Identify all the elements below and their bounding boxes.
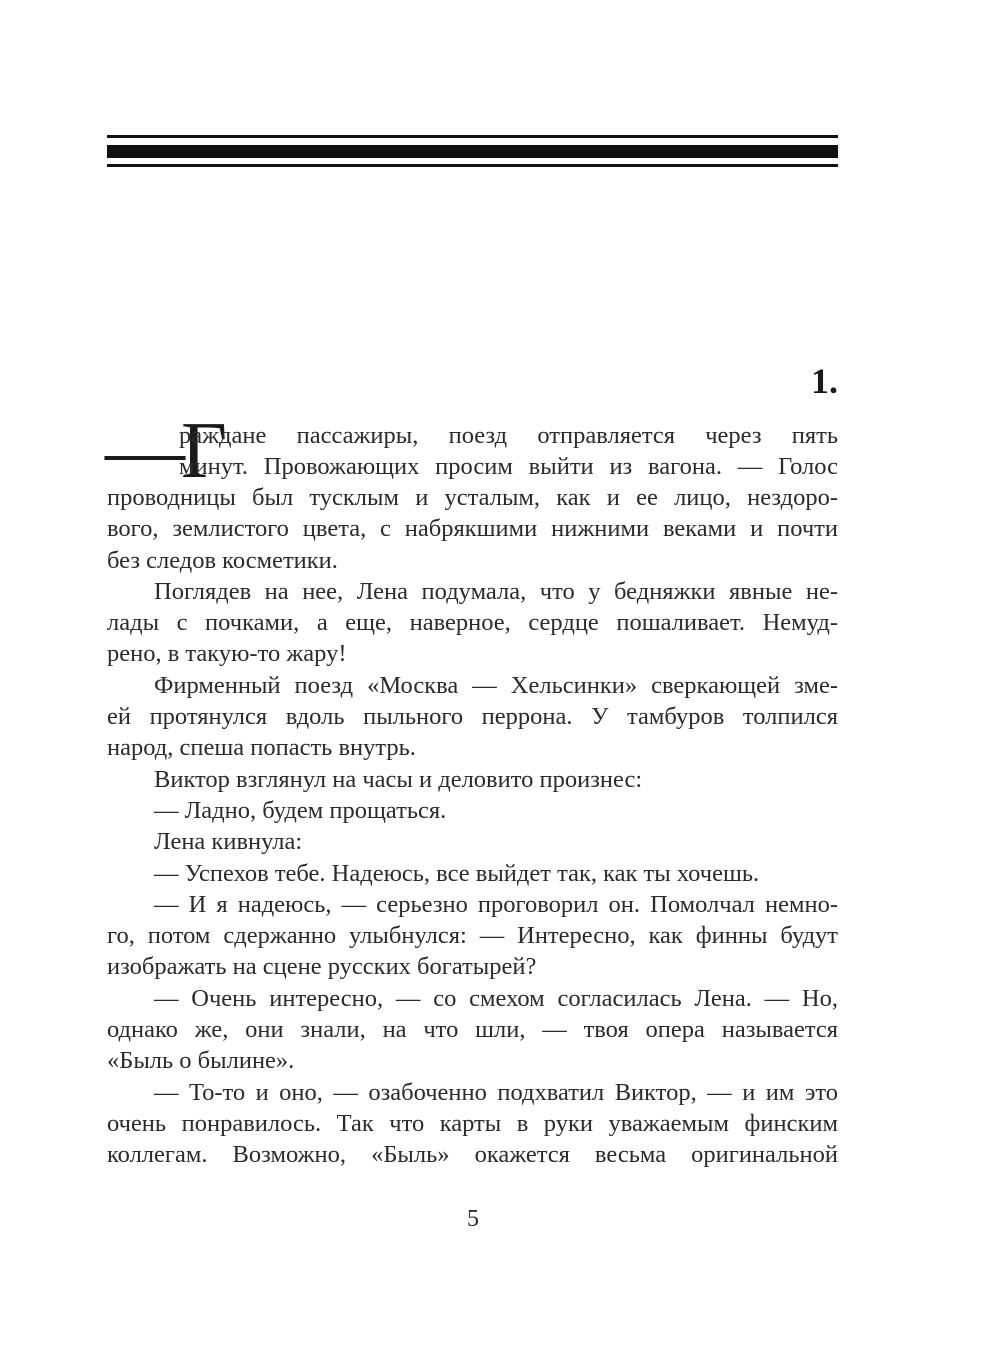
text-line: очень понравилось. Так что карты в руки уважаемым финским xyxy=(107,1109,838,1137)
text-line: — Ладно, будем прощаться. xyxy=(154,796,447,824)
header-rule-thick xyxy=(107,145,838,158)
text-line: — То-то и оно, — озабоченно подхватил Виктор, — и им это xyxy=(154,1078,838,1106)
chapter-number: 1. xyxy=(811,361,838,401)
opening-paragraph xyxy=(105,407,838,495)
text-line: рено, в такую-то жару! xyxy=(107,640,347,668)
text-line: раждане пассажиры, поезд отправляется через пять xyxy=(179,422,838,449)
text-line: го, потом сдержанно улыбнулся: — Интересно, как финны будут xyxy=(107,922,838,950)
text-line: «Быль о былине». xyxy=(107,1047,295,1075)
drop-cap: —Г xyxy=(105,407,224,495)
text-line: изображать на сцене русских богатырей? xyxy=(107,953,537,981)
text-line: ей протянулся вдоль пыльного перрона. У тамбуров толпился xyxy=(107,703,838,731)
text-line: вого, землистого цвета, с набрякшими нижними веками и почти xyxy=(107,515,838,543)
text-line: — Успехов тебе. Надеюсь, все выйдет так, как ты хочешь. xyxy=(154,859,760,887)
header-rule-top xyxy=(107,135,838,138)
text-line: проводницы был тусклым и усталым, как и ее лицо, нездоро- xyxy=(107,484,838,511)
text-line: минут. Провожающих просим выйти из вагона. — Голос xyxy=(179,453,838,481)
body-text xyxy=(105,407,838,1171)
text-line: Виктор взглянул на часы и деловито произнес: xyxy=(154,765,643,793)
text-line: коллегам. Возможно, «Быль» окажется весьма оригинальной xyxy=(107,1141,838,1169)
text-line: Поглядев на нее, Лена подумала, что у бедняжки явные не- xyxy=(154,577,838,605)
text-line: — Очень интересно, — со смехом согласилась Лена. — Но, xyxy=(154,984,838,1012)
text-line: народ, спеша попасть внутрь. xyxy=(107,734,416,762)
text-line: без следов косметики. xyxy=(107,546,338,574)
text-line: однако же, они знали, на что шли, — твоя опера называется xyxy=(107,1016,838,1044)
text-line: Фирменный поезд «Москва — Хельсинки» сверкающей зме- xyxy=(154,671,838,699)
text-line: — И я надеюсь, — серьезно проговорил он. Помолчал немно- xyxy=(154,890,838,918)
text-line: Лена кивнула: xyxy=(154,828,303,856)
header-rule-bottom xyxy=(107,164,838,167)
page-number: 5 xyxy=(467,1206,479,1232)
text-line: лады с почками, а еще, наверное, сердце пошаливает. Немуд- xyxy=(107,609,838,637)
text-lines xyxy=(107,482,838,1171)
